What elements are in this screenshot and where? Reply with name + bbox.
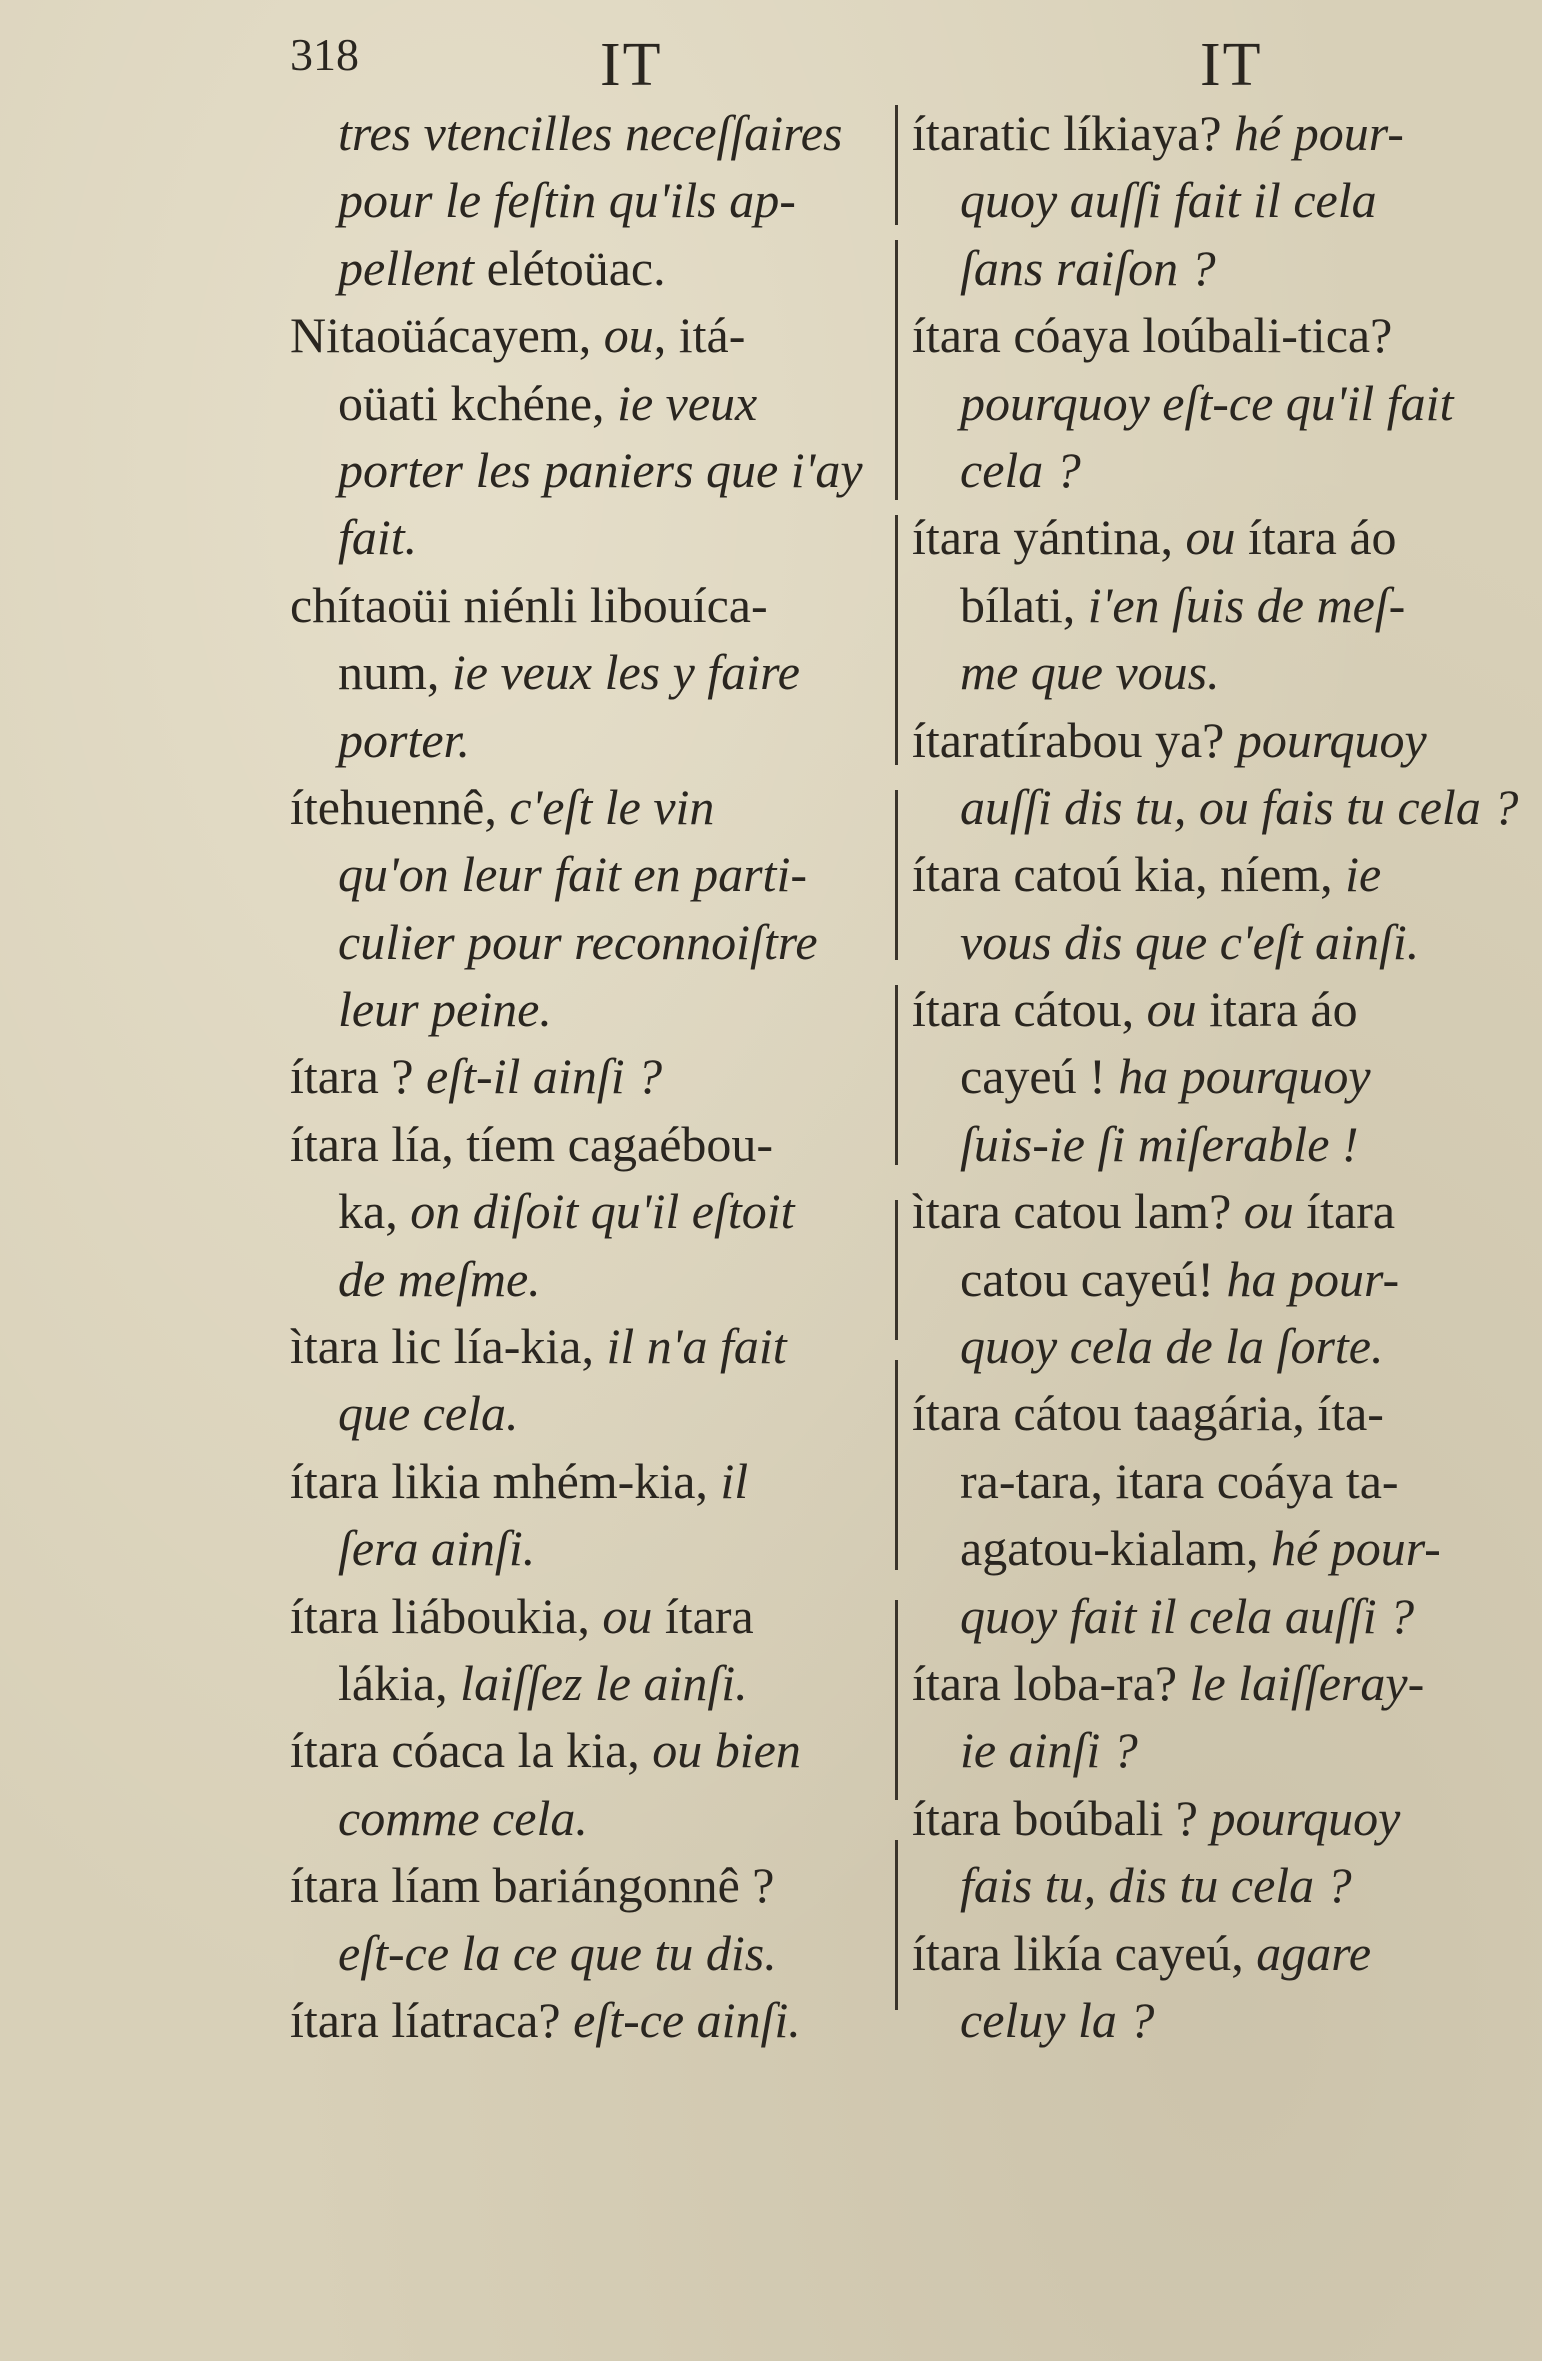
french-gloss: porter. <box>338 711 470 768</box>
native-term: ítara yántina, <box>912 509 1186 566</box>
text-line <box>290 1313 880 1380</box>
column-divider <box>895 985 898 1165</box>
french-gloss: il <box>720 1452 749 1509</box>
french-gloss: eſt-ce la ce que tu dis. <box>338 1924 777 1981</box>
text-line <box>290 639 880 706</box>
french-gloss: ſuis-ie ſi miſerable ! <box>960 1115 1359 1172</box>
native-term: , itá- <box>653 307 746 364</box>
french-gloss: ou <box>603 307 654 364</box>
native-term: catou cayeú! <box>960 1250 1227 1307</box>
text-line <box>912 1785 1502 1852</box>
text-line <box>290 437 880 504</box>
text-line <box>290 1246 880 1313</box>
native-term: elétoüac. <box>474 239 666 296</box>
french-gloss: leur peine. <box>338 981 552 1038</box>
french-gloss: i'en ſuis de meſ- <box>1087 576 1406 633</box>
french-gloss: ie <box>1345 846 1382 903</box>
native-term: ítara líatraca? <box>290 1991 574 2048</box>
column-divider <box>895 240 898 500</box>
native-term: num, <box>338 644 452 701</box>
column-divider <box>895 515 898 765</box>
column-divider <box>895 1600 898 1800</box>
text-line <box>912 1111 1502 1178</box>
french-gloss: laiſſez le ainſi. <box>460 1654 748 1711</box>
french-gloss: quoy auſſi fait il cela <box>960 172 1377 229</box>
french-gloss: pourquoy <box>1210 1789 1401 1846</box>
text-line <box>912 1515 1502 1582</box>
page-number: 318 <box>290 29 359 80</box>
text-line <box>912 504 1502 571</box>
native-term: ra-tara, itara coáya ta- <box>960 1452 1399 1509</box>
french-gloss: qu'on leur fait en parti- <box>338 846 807 903</box>
text-line <box>290 167 880 234</box>
native-term: ítara áo <box>1235 509 1397 566</box>
text-line <box>290 235 880 302</box>
left-column <box>290 100 880 2054</box>
text-line <box>912 639 1502 706</box>
text-line <box>290 1785 880 1852</box>
text-line <box>290 1852 880 1919</box>
native-term: ítaratic líkiaya? <box>912 105 1235 161</box>
french-gloss: eſt-ce ainſi. <box>573 1991 801 2048</box>
french-gloss: auſſi dis tu, ou fais tu cela ? <box>960 778 1519 835</box>
text-line <box>912 774 1519 841</box>
french-gloss: pourquoy <box>1236 711 1427 768</box>
text-line <box>912 909 1502 976</box>
native-term: lákia, <box>338 1654 461 1711</box>
text-line <box>912 1583 1502 1650</box>
native-term: oüati kchéne, <box>338 374 618 431</box>
french-gloss: eſt-il ainſi ? <box>426 1048 663 1105</box>
text-line <box>912 1717 1502 1784</box>
column-divider <box>895 790 898 960</box>
native-term: Nitaoüácayem, <box>290 307 604 364</box>
native-term: ítehuennê, <box>290 778 510 835</box>
native-term: ítara loba-ra? <box>912 1654 1190 1711</box>
text-line <box>912 235 1502 302</box>
french-gloss: ie veux <box>617 374 758 431</box>
text-line <box>290 1717 880 1784</box>
column-divider <box>895 1360 898 1570</box>
french-gloss: ou <box>1146 981 1197 1038</box>
text-line <box>912 302 1502 369</box>
native-term: ítara <box>652 1587 754 1644</box>
native-term: ítara liáboukia, <box>290 1587 603 1644</box>
french-gloss: agare <box>1256 1924 1372 1981</box>
french-gloss: tres vtencilles neceſſaires <box>338 105 843 161</box>
native-term: ítara cóaya loúbali-tica? <box>912 307 1393 364</box>
native-term: ítara cátou, <box>912 981 1147 1038</box>
native-term: ítara boúbali ? <box>912 1789 1211 1846</box>
text-line <box>912 1987 1502 2054</box>
native-term: ítara líam bariángonnê ? <box>290 1857 775 1914</box>
french-gloss: fais tu, dis tu cela ? <box>960 1857 1352 1914</box>
text-line <box>290 302 880 369</box>
text-line <box>912 707 1502 774</box>
native-term: ítara cátou taagária, íta- <box>912 1385 1384 1442</box>
text-line <box>290 909 880 976</box>
french-gloss: ie ainſi ? <box>960 1722 1138 1779</box>
text-line <box>912 1178 1502 1245</box>
native-term: ìtara lic lía-kia, <box>290 1318 607 1375</box>
french-gloss: quoy cela de la ſorte. <box>960 1318 1384 1375</box>
french-gloss: ha pour- <box>1226 1250 1400 1307</box>
text-line <box>290 1650 880 1717</box>
text-line <box>912 1380 1502 1447</box>
french-gloss: pour le feſtin qu'ils ap- <box>338 172 796 229</box>
text-line <box>912 841 1502 908</box>
french-gloss: ie veux les y faire <box>451 644 800 701</box>
text-line <box>912 167 1502 234</box>
french-gloss: c'eſt le vin <box>509 778 715 835</box>
french-gloss: pellent <box>338 239 475 296</box>
text-line <box>290 1380 880 1447</box>
text-line <box>912 1043 1502 1110</box>
french-gloss: celuy la ? <box>960 1991 1155 2048</box>
native-term: ítaratírabou ya? <box>912 711 1237 768</box>
native-term: ítara <box>1293 1183 1396 1240</box>
french-gloss: hé pour- <box>1271 1520 1441 1577</box>
text-line <box>912 1920 1502 1987</box>
text-line <box>912 1852 1502 1919</box>
french-gloss: on diſoit qu'il eſtoit <box>410 1183 795 1240</box>
text-line <box>290 1448 880 1515</box>
french-gloss: ſans raiſon ? <box>960 239 1216 296</box>
french-gloss: porter les paniers que i'ay <box>338 441 863 498</box>
french-gloss: de meſme. <box>338 1250 541 1307</box>
text-line <box>290 1920 880 1987</box>
text-line <box>290 504 880 571</box>
text-line <box>912 1313 1502 1380</box>
right-column <box>912 100 1519 2054</box>
text-line <box>912 437 1502 504</box>
native-term: itara áo <box>1196 981 1358 1038</box>
french-gloss: ou <box>602 1587 653 1644</box>
french-gloss: vous dis que c'eſt ainſi. <box>960 913 1420 970</box>
french-gloss: ha pourquoy <box>1118 1048 1371 1105</box>
native-term: chítaoüi niénli libouíca- <box>290 576 768 633</box>
french-gloss: culier pour reconnoiſtre <box>338 913 818 970</box>
french-gloss: ſera ainſi. <box>338 1520 536 1577</box>
native-term: ítara catoú kia, níem, <box>912 846 1346 903</box>
native-term: ítara lía, tíem cagaébou- <box>290 1115 774 1172</box>
text-line <box>290 1515 880 1582</box>
column-divider <box>895 1200 898 1340</box>
native-term: cayeú ! <box>960 1048 1119 1105</box>
native-term: ka, <box>338 1183 411 1240</box>
text-line <box>290 1111 880 1178</box>
native-term: agatou-kialam, <box>960 1520 1271 1577</box>
text-line <box>290 1178 880 1245</box>
text-line <box>912 100 1502 167</box>
native-term: ítara ? <box>290 1048 427 1105</box>
text-line <box>290 100 880 167</box>
text-line <box>290 707 880 774</box>
text-line <box>290 976 880 1043</box>
french-gloss: hé pour- <box>1234 105 1404 161</box>
text-line <box>290 1583 880 1650</box>
native-term: ìtara catou lam? <box>912 1183 1244 1240</box>
running-header-left: IT <box>600 31 663 99</box>
text-line <box>912 976 1502 1043</box>
native-term: bílati, <box>960 576 1088 633</box>
native-term: ítara likia mhém-kia, <box>290 1452 721 1509</box>
native-term: ítara likía cayeú, <box>912 1924 1257 1981</box>
text-line <box>290 841 880 908</box>
text-line <box>912 1246 1502 1313</box>
french-gloss: cela ? <box>960 441 1081 498</box>
french-gloss: fait. <box>338 509 418 566</box>
text-line <box>912 1650 1502 1717</box>
french-gloss: le laiſſeray- <box>1189 1654 1425 1711</box>
text-line <box>290 370 880 437</box>
text-line <box>290 1987 880 2054</box>
french-gloss: il n'a fait <box>606 1318 787 1375</box>
french-gloss: ou <box>1243 1183 1294 1240</box>
french-gloss: que cela. <box>338 1385 519 1442</box>
french-gloss: pourquoy eſt-ce qu'il fait <box>960 374 1454 431</box>
text-line <box>290 1043 880 1110</box>
text-line <box>290 572 880 639</box>
text-line <box>912 1448 1502 1515</box>
text-line <box>290 774 880 841</box>
french-gloss: me que vous. <box>960 644 1220 701</box>
french-gloss: comme cela. <box>338 1789 588 1846</box>
column-divider <box>895 105 898 225</box>
column-divider <box>895 1840 898 2010</box>
native-term: ítara cóaca la kia, <box>290 1722 653 1779</box>
french-gloss: ou <box>1185 509 1236 566</box>
french-gloss: ou bien <box>652 1722 801 1779</box>
text-line <box>912 572 1502 639</box>
running-header-right: IT <box>1200 31 1263 99</box>
french-gloss: quoy fait il cela auſſi ? <box>960 1587 1415 1644</box>
text-line <box>912 370 1502 437</box>
